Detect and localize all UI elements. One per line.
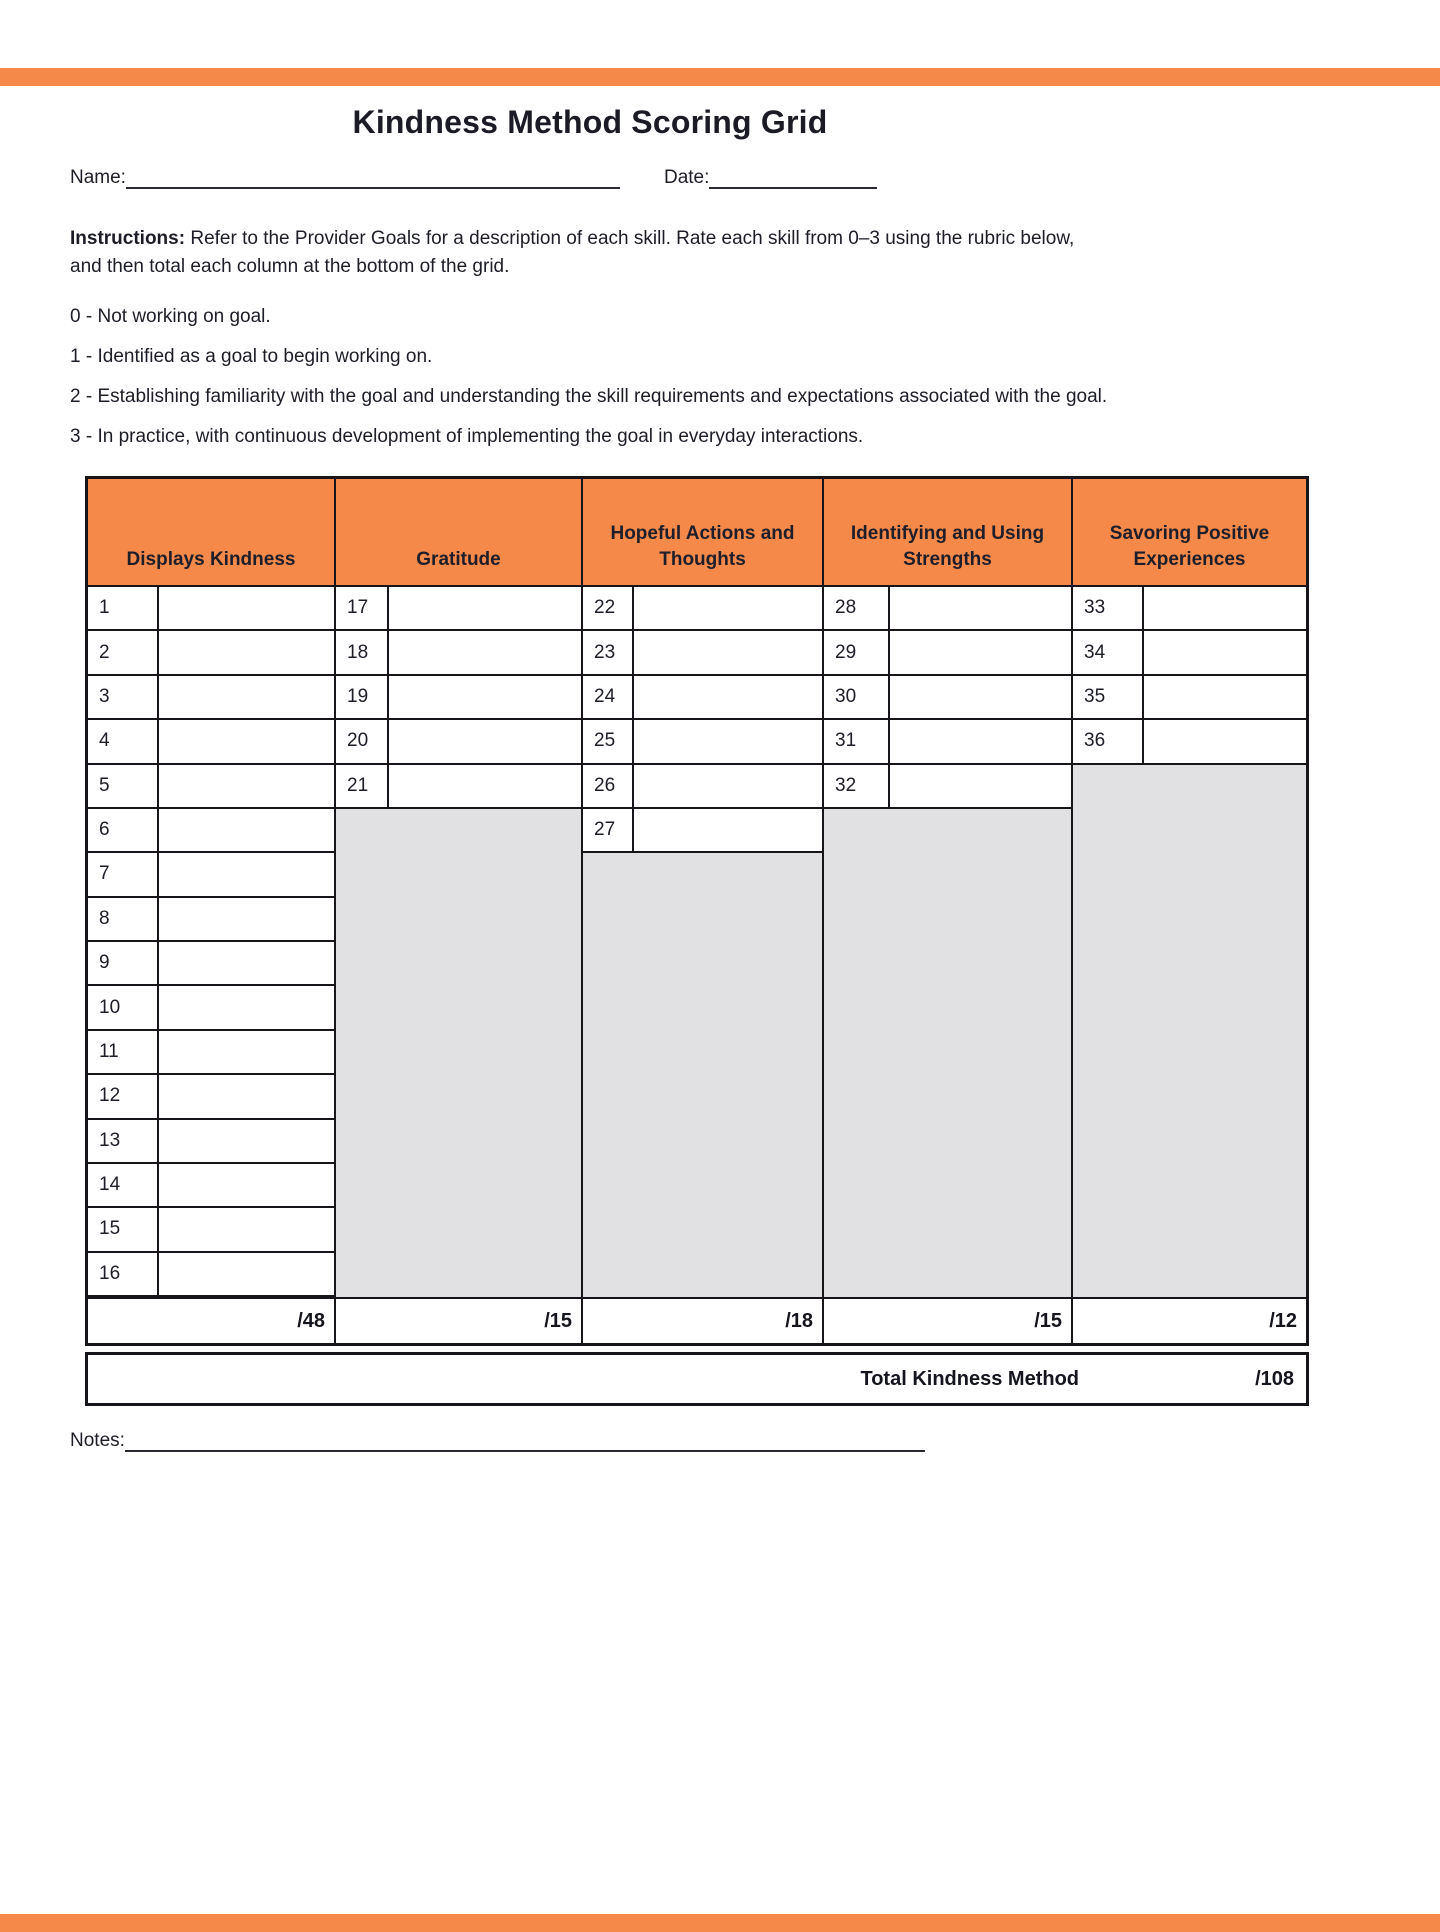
score-row: [88, 809, 334, 853]
page-title: Kindness Method Scoring Grid: [352, 104, 828, 140]
bottom-accent-bar: [0, 1914, 1440, 1932]
rubric-dash: -: [85, 426, 93, 447]
column-rows: [583, 587, 822, 1297]
score-cell[interactable]: [159, 1031, 334, 1073]
score-row: [88, 1031, 334, 1075]
score-row: [336, 587, 581, 631]
grid-column-1: [88, 479, 336, 1343]
column-total: /12: [1073, 1297, 1306, 1343]
score-cell[interactable]: [159, 676, 334, 718]
score-row: [88, 765, 334, 809]
item-number: 31: [824, 720, 890, 762]
notes-row: [70, 1430, 1370, 1452]
score-cell[interactable]: [389, 720, 581, 762]
item-number: 9: [88, 942, 159, 984]
name-date-row: [70, 167, 1110, 189]
grand-total-label: Total Kindness Method: [860, 1367, 1079, 1390]
item-number: 33: [1073, 587, 1144, 629]
item-number: 5: [88, 765, 159, 807]
score-cell[interactable]: [634, 809, 822, 851]
rubric-dash: -: [85, 346, 93, 367]
score-row: [88, 853, 334, 897]
score-row: [336, 631, 581, 675]
item-number: 36: [1073, 720, 1144, 762]
rubric-text: Establishing familiarity with the goal and understanding the skill requirements and expectations associated with the goal.: [97, 386, 1108, 407]
score-cell[interactable]: [890, 631, 1071, 673]
name-label: Name:: [70, 167, 126, 188]
column-header: Hopeful Actions and Thoughts: [583, 479, 822, 587]
item-number: 15: [88, 1208, 159, 1250]
score-cell[interactable]: [634, 765, 822, 807]
score-cell[interactable]: [389, 676, 581, 718]
rubric-list: [70, 303, 1110, 450]
score-cell[interactable]: [890, 587, 1071, 629]
score-row: [88, 1253, 334, 1297]
score-cell[interactable]: [1144, 587, 1306, 629]
score-cell[interactable]: [159, 986, 334, 1028]
score-cell[interactable]: [634, 676, 822, 718]
score-cell[interactable]: [159, 720, 334, 762]
item-number: 19: [336, 676, 389, 718]
score-row: [824, 676, 1071, 720]
score-row: [88, 1075, 334, 1119]
disabled-area: [1073, 765, 1306, 1298]
item-number: 1: [88, 587, 159, 629]
score-cell[interactable]: [159, 942, 334, 984]
notes-label: Notes:: [70, 1430, 125, 1451]
rubric-score: 3: [70, 426, 81, 447]
column-total: /15: [824, 1297, 1071, 1343]
rubric-dash: -: [85, 386, 93, 407]
score-cell[interactable]: [634, 720, 822, 762]
item-number: 21: [336, 765, 389, 807]
score-row: [88, 587, 334, 631]
score-row: [336, 720, 581, 764]
score-cell[interactable]: [159, 1253, 334, 1295]
item-number: 35: [1073, 676, 1144, 718]
item-number: 8: [88, 898, 159, 940]
rubric-text: Not working on goal.: [97, 306, 271, 327]
score-cell[interactable]: [159, 853, 334, 895]
score-row: [88, 676, 334, 720]
rubric-item-0: [70, 303, 1130, 330]
item-number: 14: [88, 1164, 159, 1206]
score-cell[interactable]: [159, 1120, 334, 1162]
item-number: 11: [88, 1031, 159, 1073]
score-row: [88, 1208, 334, 1252]
item-number: 27: [583, 809, 634, 851]
item-number: 3: [88, 676, 159, 718]
item-number: 22: [583, 587, 634, 629]
score-row: [583, 676, 822, 720]
score-cell[interactable]: [159, 765, 334, 807]
score-row: [824, 765, 1071, 809]
grid-column-3: [583, 479, 824, 1343]
score-cell[interactable]: [1144, 676, 1306, 718]
disabled-area: [824, 809, 1071, 1297]
score-row: [583, 720, 822, 764]
item-number: 18: [336, 631, 389, 673]
rubric-text: Identified as a goal to begin working on.: [97, 346, 433, 367]
disabled-area: [336, 809, 581, 1297]
score-cell[interactable]: [890, 720, 1071, 762]
score-row: [583, 631, 822, 675]
column-rows: [1073, 587, 1306, 1297]
score-row: [88, 986, 334, 1030]
item-number: 17: [336, 587, 389, 629]
score-row: [88, 1164, 334, 1208]
item-number: 30: [824, 676, 890, 718]
notes-fill-line[interactable]: [125, 1430, 925, 1452]
item-number: 23: [583, 631, 634, 673]
date-label: Date:: [663, 167, 710, 188]
disabled-area: [583, 853, 822, 1297]
grand-total-row: [85, 1352, 1309, 1406]
score-cell[interactable]: [389, 631, 581, 673]
score-cell[interactable]: [389, 765, 581, 807]
score-row: [1073, 676, 1306, 720]
score-cell[interactable]: [159, 631, 334, 673]
score-row: [88, 720, 334, 764]
score-row: [88, 898, 334, 942]
rubric-item-2: [70, 383, 1130, 410]
rubric-item-3: [70, 423, 1130, 450]
column-total: /18: [583, 1297, 822, 1343]
rubric-score: 2: [70, 386, 81, 407]
score-cell[interactable]: [1144, 631, 1306, 673]
grid-column-5: [1073, 479, 1306, 1343]
score-row: [1073, 720, 1306, 764]
score-row: [336, 765, 581, 809]
item-number: 29: [824, 631, 890, 673]
score-cell[interactable]: [634, 631, 822, 673]
score-cell[interactable]: [890, 676, 1071, 718]
column-total: /48: [88, 1297, 334, 1343]
item-number: 13: [88, 1120, 159, 1162]
score-row: [1073, 587, 1306, 631]
item-number: 4: [88, 720, 159, 762]
item-number: 25: [583, 720, 634, 762]
item-number: 28: [824, 587, 890, 629]
score-row: [336, 676, 581, 720]
column-header: Displays Kindness: [88, 479, 334, 587]
score-row: [824, 587, 1071, 631]
item-number: 34: [1073, 631, 1144, 673]
date-fill-line[interactable]: [709, 167, 877, 189]
grid-column-4: [824, 479, 1073, 1343]
column-rows: [824, 587, 1071, 1297]
rubric-score: 0: [70, 306, 81, 327]
scoring-grid: [85, 476, 1309, 1346]
column-header: Identifying and Using Strengths: [824, 479, 1071, 587]
instructions-paragraph: [70, 225, 1110, 281]
score-cell[interactable]: [634, 587, 822, 629]
score-cell[interactable]: [890, 765, 1071, 807]
column-total: /15: [336, 1297, 581, 1343]
score-row: [824, 631, 1071, 675]
score-row: [824, 720, 1071, 764]
score-cell[interactable]: [159, 1075, 334, 1117]
score-row: [88, 942, 334, 986]
column-rows: [336, 587, 581, 1297]
column-rows: [88, 587, 334, 1297]
page-content: [0, 68, 1440, 1452]
top-accent-bar: [0, 68, 1440, 86]
score-row: [583, 809, 822, 853]
score-row: [1073, 631, 1306, 675]
item-number: 24: [583, 676, 634, 718]
score-cell[interactable]: [159, 809, 334, 851]
score-row: [583, 587, 822, 631]
item-number: 10: [88, 986, 159, 1028]
score-cell[interactable]: [159, 587, 334, 629]
scoring-grid-section: [85, 476, 1309, 1406]
item-number: 12: [88, 1075, 159, 1117]
rubric-dash: -: [85, 306, 93, 327]
instructions-label: Instructions:: [70, 228, 186, 249]
item-number: 26: [583, 765, 634, 807]
column-header: Gratitude: [336, 479, 581, 587]
item-number: 6: [88, 809, 159, 851]
grand-total-value: /108: [1255, 1367, 1294, 1390]
column-header: Savoring Positive Experiences: [1073, 479, 1306, 587]
score-cell[interactable]: [159, 898, 334, 940]
item-number: 7: [88, 853, 159, 895]
rubric-score: 1: [70, 346, 81, 367]
score-cell[interactable]: [389, 587, 581, 629]
score-cell[interactable]: [159, 1208, 334, 1250]
item-number: 32: [824, 765, 890, 807]
rubric-text: In practice, with continuous development of implementing the goal in everyday interactions.: [97, 426, 864, 447]
score-row: [88, 631, 334, 675]
grid-column-2: [336, 479, 583, 1343]
score-cell[interactable]: [1144, 720, 1306, 762]
score-cell[interactable]: [159, 1164, 334, 1206]
item-number: 16: [88, 1253, 159, 1295]
score-row: [88, 1120, 334, 1164]
instructions-text: Refer to the Provider Goals for a description of each skill. Rate each skill from 0–3 using the rubric below, and then total each column at the bottom of the grid.: [70, 228, 1075, 277]
name-fill-line[interactable]: [126, 167, 620, 189]
item-number: 20: [336, 720, 389, 762]
score-row: [583, 765, 822, 809]
rubric-item-1: [70, 343, 1130, 370]
item-number: 2: [88, 631, 159, 673]
